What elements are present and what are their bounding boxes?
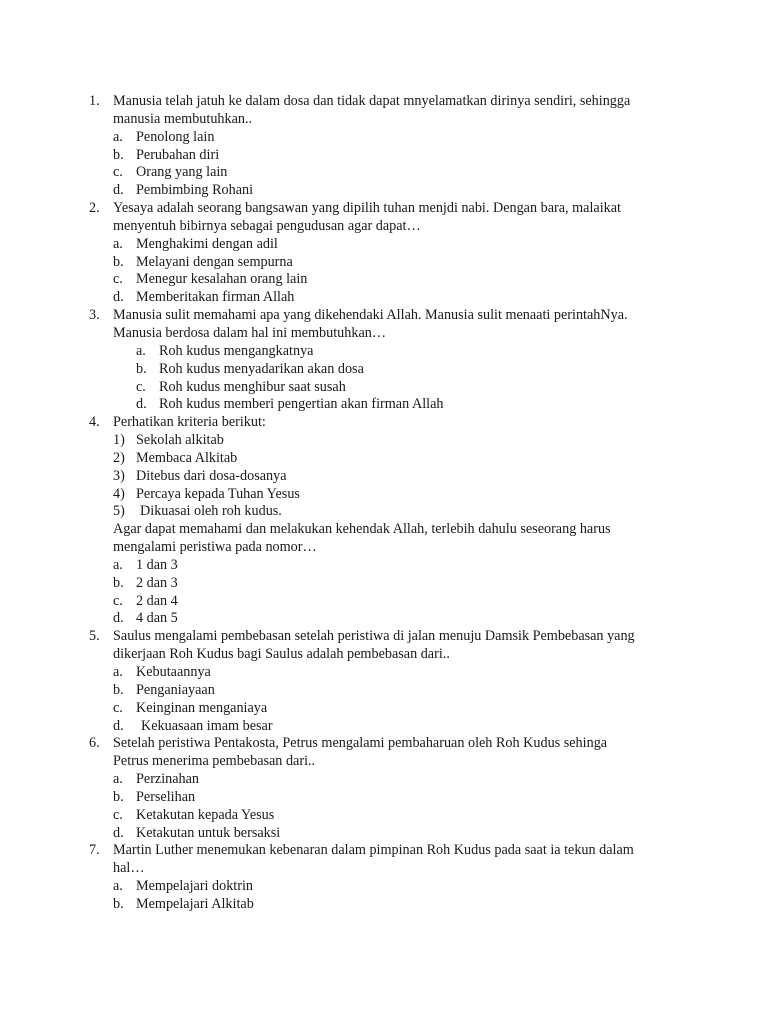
option-text: Penganiayaan [136,681,215,698]
question-3-option-a [0,343,768,361]
question-7-option-b [0,896,768,914]
question-text: manusia membutuhkan.. [113,110,253,127]
option-text: Menegur kesalahan orang lain [136,271,308,288]
option-label: b. [113,788,124,805]
question-4-option-a [0,557,768,575]
option-text: Menghakimi dengan adil [136,235,278,252]
question-text: hal… [113,860,145,877]
question-text: menyentuh bibirnya sebagai pengudusan agar dapat… [113,217,421,234]
option-label: c. [136,378,146,395]
option-label: b. [113,253,124,270]
criterion-label: 3) [113,467,125,484]
option-label: a. [113,128,123,145]
question-6-stem-line-1 [0,735,768,753]
question-number: 2. [89,200,100,217]
question-3-stem-line-2 [0,325,768,343]
question-6-option-c [0,807,768,825]
option-label: a. [113,878,123,895]
criterion-label: 4) [113,485,125,502]
question-5-stem-line-1 [0,628,768,646]
criterion-text: Dikuasai oleh roh kudus. [140,503,282,520]
option-label: c. [113,806,123,823]
question-3-option-d [0,396,768,414]
option-label: d. [113,610,124,627]
option-text: Roh kudus menghibur saat susah [159,378,346,395]
option-label: a. [113,235,123,252]
question-5-option-b [0,682,768,700]
option-label: c. [113,592,123,609]
question-4-option-d [0,610,768,628]
question-number: 6. [89,735,100,752]
question-1-option-b [0,147,768,165]
question-text: Saulus mengalami pembebasan setelah peristiwa di jalan menuju Damsik Pembebasan yang [113,628,635,645]
question-3-stem-line-1 [0,307,768,325]
question-4-criterion-4 [0,486,768,504]
question-1-option-c [0,164,768,182]
option-text: Roh kudus menyadarikan akan dosa [159,360,364,377]
question-1-stem-line-1 [0,93,768,111]
option-label: d. [113,289,124,306]
question-5-stem-line-2 [0,646,768,664]
option-text: Mempelajari doktrin [136,878,254,895]
question-6-option-b [0,789,768,807]
document-page [0,93,768,914]
option-label: d. [136,396,147,413]
option-text: Mempelajari Alkitab [136,895,254,912]
question-text: Petrus menerima pembebasan dari.. [113,753,316,770]
question-text: mengalami peristiwa pada nomor… [113,539,317,556]
question-text: Agar dapat memahami dan melakukan kehendak Allah, terlebih dahulu seseorang harus [113,521,611,538]
question-number: 5. [89,628,100,645]
question-4-follow-line-1 [0,521,768,539]
option-text: Perzinahan [136,771,200,788]
criterion-label: 5) [113,503,125,520]
question-5-option-d [0,718,768,736]
option-text: 2 dan 4 [136,592,178,609]
question-text: Manusia sulit memahami apa yang dikehendaki Allah. Manusia sulit menaati perintahNya. [113,307,628,324]
option-text: Penolong lain [136,128,215,145]
question-2-option-d [0,289,768,307]
option-label: a. [113,556,123,573]
question-5-option-c [0,700,768,718]
question-1-option-a [0,129,768,147]
option-text: Ketakutan untuk bersaksi [136,824,281,841]
option-label: a. [113,771,123,788]
question-number: 7. [89,842,100,859]
question-number: 1. [89,93,100,109]
criterion-text: Membaca Alkitab [136,449,238,466]
criterion-text: Sekolah alkitab [136,432,224,449]
criterion-label: 2) [113,449,125,466]
option-label: c. [113,271,123,288]
question-1-option-d [0,182,768,200]
option-text: Roh kudus memberi pengertian akan firman Allah [159,396,444,413]
question-2-stem-line-2 [0,218,768,236]
question-4-option-b [0,575,768,593]
option-label: a. [113,664,123,680]
question-4-criterion-3 [0,468,768,486]
option-text: Keinginan menganiaya [136,699,268,716]
question-5-option-a [0,664,768,682]
option-text: Perubahan diri [136,146,220,163]
option-text: 2 dan 3 [136,574,178,591]
option-text: Kebutaannya [136,664,211,680]
option-label: a. [136,342,146,359]
criterion-text: Ditebus dari dosa-dosanya [136,467,287,484]
option-label: c. [113,699,123,716]
option-label: b. [113,895,124,912]
question-7-option-a [0,878,768,896]
question-4-criterion-1 [0,432,768,450]
question-1-stem-line-2 [0,111,768,129]
question-text: Manusia telah jatuh ke dalam dosa dan tidak dapat mnyelamatkan dirinya sendiri, sehingga [113,93,631,109]
question-7-stem-line-1 [0,842,768,860]
question-text: dikerjaan Roh Kudus bagi Saulus adalah pembebasan dari.. [113,646,450,663]
question-2-option-a [0,236,768,254]
question-6-stem-line-2 [0,753,768,771]
question-4-criterion-5 [0,503,768,521]
question-text: Setelah peristiwa Pentakosta, Petrus mengalami pembaharuan oleh Roh Kudus sehinga [113,735,608,752]
question-6-option-a [0,771,768,789]
option-label: b. [136,360,147,377]
option-text: Memberitakan firman Allah [136,289,295,306]
criterion-label: 1) [113,432,125,449]
question-2-option-c [0,271,768,289]
question-text: Perhatikan kriteria berikut: [113,414,266,431]
option-label: d. [113,824,124,841]
option-label: d. [113,717,124,734]
option-label: d. [113,182,124,199]
question-2-stem-line-1 [0,200,768,218]
question-4-follow-line-2 [0,539,768,557]
option-label: b. [113,681,124,698]
question-number: 4. [89,414,100,431]
option-text: 4 dan 5 [136,610,178,627]
option-text: Orang yang lain [136,164,228,181]
option-label: b. [113,574,124,591]
question-4-criterion-2 [0,450,768,468]
option-text: Ketakutan kepada Yesus [136,806,275,823]
question-4-stem-line-1 [0,414,768,432]
question-number: 3. [89,307,100,324]
question-2-option-b [0,254,768,272]
question-text: Manusia berdosa dalam hal ini membutuhkan… [113,324,387,341]
question-3-option-c [0,379,768,397]
question-text: Martin Luther menemukan kebenaran dalam pimpinan Roh Kudus pada saat ia tekun dalam [113,842,634,859]
criterion-text: Percaya kepada Tuhan Yesus [136,485,300,502]
question-text: Yesaya adalah seorang bangsawan yang dipilih tuhan menjdi nabi. Dengan bara, malaikat [113,200,621,217]
option-text: Melayani dengan sempurna [136,253,293,270]
option-text: Kekuasaan imam besar [141,717,273,734]
question-3-option-b [0,361,768,379]
option-text: Roh kudus mengangkatnya [159,342,314,359]
option-text: Perselihan [136,788,196,805]
option-text: 1 dan 3 [136,556,178,573]
question-4-option-c [0,593,768,611]
option-text: Pembimbing Rohani [136,182,254,199]
option-label: c. [113,164,123,181]
question-7-stem-line-2 [0,860,768,878]
option-label: b. [113,146,124,163]
question-6-option-d [0,825,768,843]
